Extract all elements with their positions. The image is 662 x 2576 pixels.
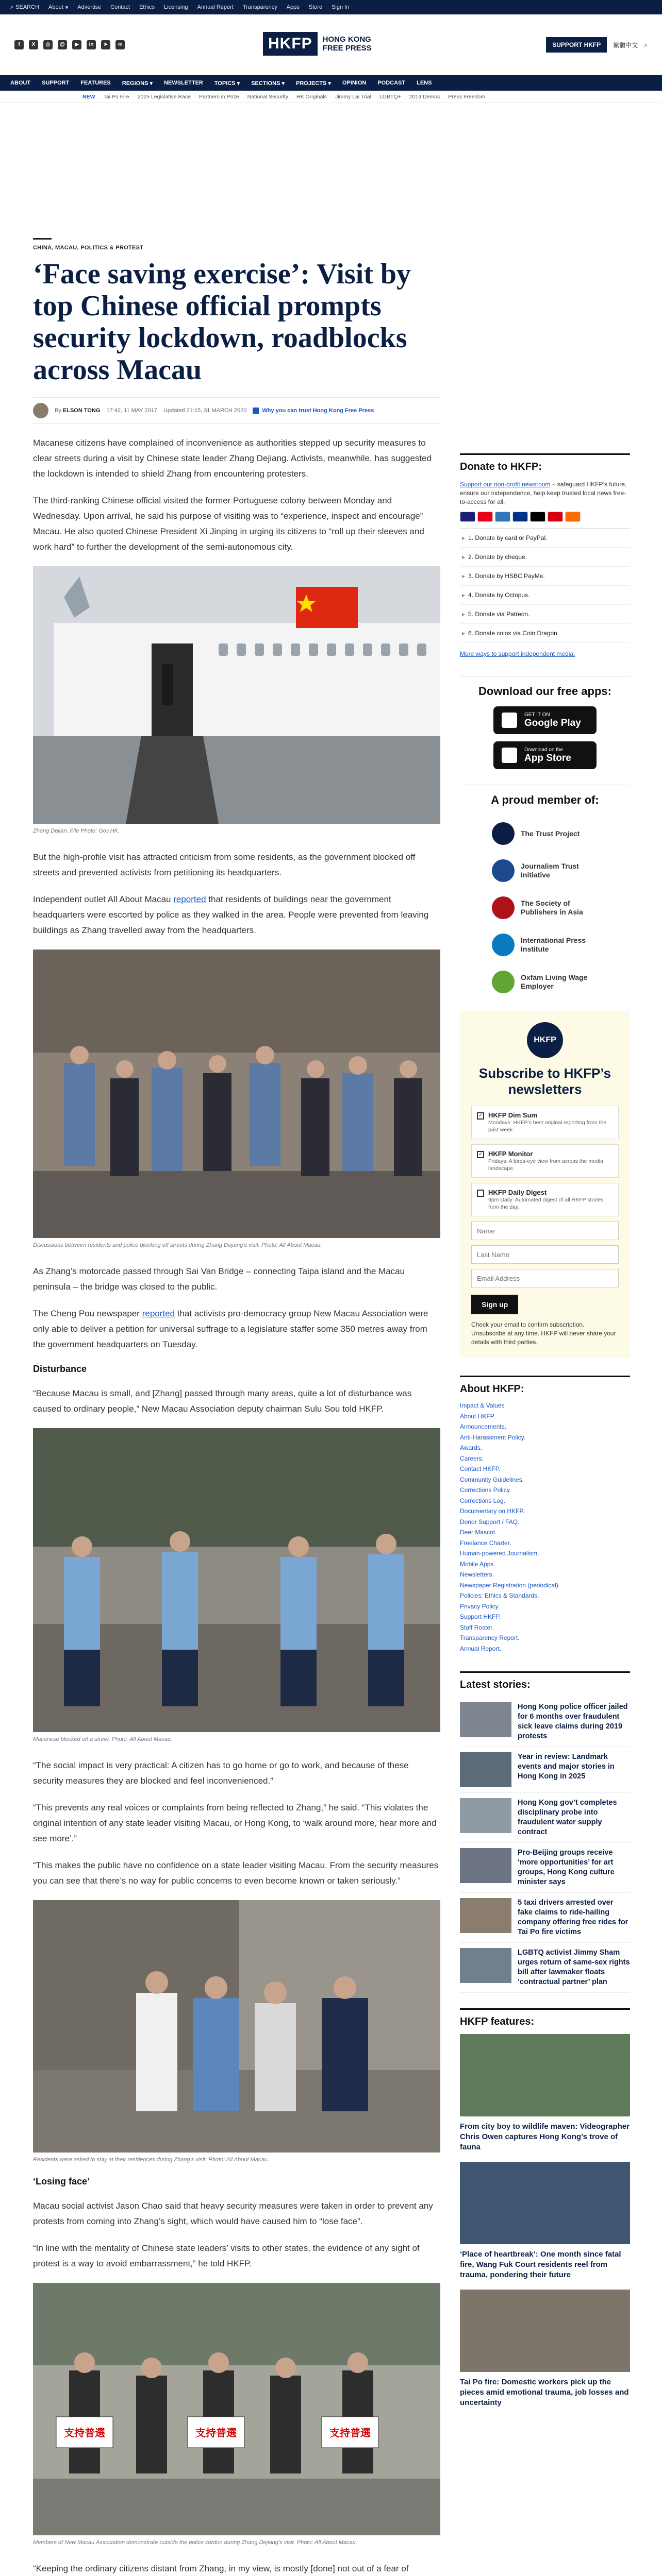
member-heading: A proud member of: <box>460 785 630 807</box>
paragraph: The Cheng Pou newspaper reported that activists pro-democracy group New Macau Association were only able to deliver a petition for universal suffrage to a legislature staffer some 350 metres away from the government headquarters on Tuesday. <box>33 1309 428 1349</box>
language-switch[interactable]: 繁體中文 <box>613 41 638 49</box>
trending-link[interactable]: 2025 Legislative Race <box>137 93 191 100</box>
visa-icon <box>460 512 475 522</box>
nav-topics[interactable]: TOPICS ▾ <box>214 80 240 87</box>
main-nav <box>0 75 662 91</box>
figure <box>33 1900 440 2167</box>
apple-pay-icon <box>530 512 545 522</box>
story-thumbnail <box>460 1702 511 1737</box>
trending-link[interactable]: National Security <box>247 93 289 100</box>
feature-card[interactable]: Tai Po fire: Domestic workers pick up the pieces amid emotional trauma, job losses and uncertainty <box>460 2290 630 2408</box>
figure-caption: Members of New Macau Association demonstrate outside the police cordon during Zhang Dejiang’s visit. Photo: All About Macau. <box>33 2539 357 2546</box>
protest-sign-text: 支持普選 <box>329 2427 371 2439</box>
paragraph: The third-ranking Chinese official visited the former Portuguese colony between Monday and Wednesday. Upon arrival, he said his purpose of visiting was to “experience, inspect and encourage” Macau. He also quoted Chinese President Xi Jinping in urging its citizens to “roll up their sleeves and work hard” to further the development of the semi-autonomous city. <box>33 496 424 552</box>
utility-link-transparency[interactable]: Transparency <box>242 4 277 10</box>
utility-link-about[interactable]: About ▾ <box>48 4 69 11</box>
masthead <box>0 14 662 75</box>
last-name-field[interactable] <box>471 1245 619 1264</box>
about-link[interactable]: Awards. <box>460 1444 483 1451</box>
about-link[interactable]: Donor Support / FAQ. <box>460 1518 520 1526</box>
feature-image <box>460 2290 630 2372</box>
utility-link-annual-report[interactable]: Annual Report <box>197 4 234 10</box>
trending-bar <box>0 91 662 103</box>
member-logo[interactable]: Journalism Trust Initiative <box>460 852 630 889</box>
trust-project-icon <box>492 822 515 845</box>
about-link[interactable]: About HKFP. <box>460 1412 495 1420</box>
photo-blocked-street <box>33 1428 440 1732</box>
search-icon: ⌕ <box>10 4 14 10</box>
donate-option[interactable]: ▸ 5. Donate via Patreon. <box>460 605 630 624</box>
airplane-illustration <box>33 566 440 824</box>
hkfp-badge: HKFP <box>527 1022 563 1058</box>
article <box>33 238 440 2576</box>
reported-link[interactable]: reported <box>173 894 206 904</box>
about-link[interactable]: Careers. <box>460 1454 484 1462</box>
nav-opinion[interactable]: OPINION <box>342 80 367 86</box>
story-thumbnail <box>460 1948 511 1983</box>
payment-methods <box>460 512 630 522</box>
donate-option[interactable]: ▸ 1. Donate by card or PayPal. <box>460 529 630 548</box>
story-item[interactable]: LGBTQ activist Jimmy Sham urges return of same-sex rights bill after lawmaker floats ‘contractual partner’ plan <box>460 1943 630 1993</box>
nav-support[interactable]: SUPPORT <box>42 80 70 86</box>
article-body <box>33 435 440 2576</box>
nav-features[interactable]: FEATURES <box>80 80 111 86</box>
app-store-button[interactable]: Download on the App Store <box>493 741 597 769</box>
figure <box>33 2283 440 2550</box>
figure-caption: Macanese blocked off a street. Photo: All About Macau. <box>33 1736 173 1742</box>
street-scene-illustration <box>33 950 440 1238</box>
member-logo[interactable]: The Society of Publishers in Asia <box>460 889 630 926</box>
feature-image <box>460 2034 630 2116</box>
feature-image <box>460 2162 630 2244</box>
photo-zhang-dejiang <box>33 566 440 824</box>
about-link[interactable]: Contact HKFP. <box>460 1465 501 1472</box>
trending-link[interactable]: HK Originals <box>296 93 327 100</box>
search-toggle[interactable]: ⌕ SEARCH <box>10 4 40 10</box>
paragraph: “Because Macau is small, and [Zhang] passed through many areas, quite a lot of disturbance was caused to ordinary people,” New Macau Association deputy chairman Sulu Sou told HKFP. <box>33 1388 412 1414</box>
newsletter-widget <box>460 1011 630 1358</box>
about-link[interactable]: Freelance Charter. <box>460 1539 511 1547</box>
newsletter-note: Check your email to confirm subscription. Unsubscribe at any time. HKFP will never share your details with third parties. <box>471 1321 616 1346</box>
member-logo[interactable]: The Trust Project <box>460 815 630 852</box>
social-links <box>14 40 125 49</box>
article-category[interactable]: CHINA, MACAU, POLITICS & PROTEST <box>33 238 52 251</box>
member-logo[interactable]: Oxfam Living Wage Employer <box>460 963 630 1001</box>
member-widget <box>460 785 630 1001</box>
protest-sign-text: 支持普選 <box>195 2427 237 2439</box>
paragraph: Independent outlet All About Macau reported that residents of buildings near the government headquarters were escorted by police as they walked in the area. People were prevented from leaving buildings as Zhang travelled away from the headquarters. <box>33 894 429 935</box>
utility-bar <box>0 0 662 14</box>
about-link[interactable]: Human-powered Journalism. <box>460 1550 539 1557</box>
x-icon[interactable]: X <box>29 40 38 49</box>
feature-card[interactable]: ‘Place of heartbreak’: One month since fatal fire, Wang Fuk Court residents reel from trauma, pondering their future <box>460 2162 630 2280</box>
youtube-icon[interactable]: ▶ <box>72 40 81 49</box>
donate-heading: Donate to HKFP: <box>460 453 630 473</box>
threads-icon[interactable]: @ <box>58 40 67 49</box>
about-link[interactable]: Privacy Policy. <box>460 1602 500 1610</box>
nav-podcast[interactable]: PODCAST <box>377 80 406 86</box>
residents-illustration <box>33 1900 440 2153</box>
about-heading: About HKFP: <box>460 1376 630 1395</box>
nav-sections[interactable]: SECTIONS ▾ <box>251 80 285 87</box>
more-ways-link[interactable]: More ways to support independent media. <box>460 650 575 657</box>
nav-newsletter[interactable]: NEWSLETTER <box>164 80 203 86</box>
paragraph: “This makes the public have no confidence on a state leader visiting Macau. From the security measures you can see that there’s no way for public concerns to even become known or taken seriously.” <box>33 1860 439 1886</box>
about-link[interactable]: Deer Mascot. <box>460 1529 497 1536</box>
newsletter-option[interactable]: ✓ HKFP Monitor Fridays: A birds-eye view from across the media landscape. <box>471 1144 619 1178</box>
story-thumbnail <box>460 1848 511 1883</box>
figure <box>33 1428 440 1747</box>
about-link[interactable]: Announcements. <box>460 1423 507 1430</box>
figure-caption: Discussions between residents and police blocking off streets during Zhang Dejiang’s visit. Photo: All About Macau. <box>33 1242 322 1248</box>
checkbox-checked[interactable]: ✓ <box>477 1112 484 1120</box>
features-widget <box>460 2008 630 2408</box>
apps-widget <box>460 676 630 769</box>
apple-icon <box>502 748 517 763</box>
about-link[interactable]: Newsletters. <box>460 1571 494 1578</box>
facebook-icon[interactable]: f <box>14 40 24 49</box>
search-icon[interactable]: ⌕ <box>644 41 648 48</box>
story-item[interactable]: Pro-Beijing groups receive ‘more opportunities’ for art groups, Hong Kong culture minister says <box>460 1843 630 1893</box>
donate-option[interactable]: ▸ 2. Donate by cheque. <box>460 548 630 567</box>
apps-heading: Download our free apps: <box>460 676 630 698</box>
about-link[interactable]: Policies: Ethics & Standards. <box>460 1592 539 1599</box>
utility-link-ethics[interactable]: Ethics <box>139 4 155 10</box>
protest-sign-text: 支持普選 <box>64 2427 105 2439</box>
reported-link[interactable]: reported <box>142 1309 175 1318</box>
oxfam-icon <box>492 971 515 993</box>
utility-link-advertise[interactable]: Advertise <box>77 4 102 10</box>
story-item[interactable]: Hong Kong police officer jailed for 6 months over fraudulent sick leave claims during 2019 protests <box>460 1697 630 1747</box>
paragraph: “The social impact is very practical: A citizen has to go home or go to work, and because of these security measures they are blocked and feel inconvenienced.” <box>33 1760 409 1786</box>
figure-caption: Residents were asked to stay at their residences during Zhang’s visit. Photo: All About Macau. <box>33 2157 269 2163</box>
updated-date: Updated 21:15, 31 MARCH 2020 <box>163 408 247 414</box>
about-link[interactable]: Documentary on HKFP. <box>460 1507 525 1515</box>
paragraph: “In line with the mentality of Chinese state leaders’ visits to other states, the evidence of any sight of protest is a way to avoid embarrassment,” he told HKFP. <box>33 2243 420 2268</box>
utility-link-sign-in[interactable]: Sign In <box>332 4 350 10</box>
about-link[interactable]: Support HKFP. <box>460 1613 501 1620</box>
newsletter-option[interactable]: HKFP Daily Digest 9pm Daily: Automated digest of all HKFP stories from the day. <box>471 1183 619 1216</box>
latest-heading: Latest stories: <box>460 1671 630 1691</box>
about-link[interactable]: Annual Report. <box>460 1645 502 1652</box>
story-thumbnail <box>460 1898 511 1933</box>
paypal-icon <box>512 512 528 522</box>
blocked-street-illustration <box>33 1428 440 1732</box>
support-hkfp-button[interactable]: SUPPORT HKFP <box>546 37 607 53</box>
sopa-icon <box>492 896 515 919</box>
author-link[interactable]: ELSON TONG <box>62 408 101 414</box>
checkmark-icon <box>253 408 259 414</box>
donate-option[interactable]: ▸ 3. Donate by HSBC PayMe. <box>460 567 630 586</box>
article-title: ‘Face saving exercise’: Visit by top Chinese official prompts security lockdown, roadblocks across Macau <box>33 258 411 386</box>
google-play-button[interactable]: GET IT ON Google Play <box>493 706 597 734</box>
newsletter-option[interactable]: ✓ HKFP Dim Sum Mondays: HKFP’s best original reporting from the past week. <box>471 1106 619 1139</box>
octopus-icon <box>565 512 581 522</box>
trust-link[interactable]: Why you can trust Hong Kong Free Press <box>253 408 374 414</box>
utility-link-contact[interactable]: Contact <box>110 4 130 10</box>
features-heading: HKFP features: <box>460 2008 630 2028</box>
payme-icon <box>548 512 563 522</box>
donate-widget: Donate to HKFP: Support our non-profit newsroom – safeguard HKFP’s future, ensure our independence, help keep trusted local news free-to-access for all. ▸ 1. Donate by card or PayPal. ▸ 2. Donate by cheque. ▸ 3. Donate by HSBC PayMe. ▸ 4. Donate by Octopus. ▸ 5. Donate via Patreon. ▸ 6. Donate coins via Coin Dragon. More ways to support independent media. <box>460 453 630 657</box>
section-heading: ‘Losing face’ <box>33 2176 90 2187</box>
trending-link[interactable]: Partners in Prize <box>199 93 239 100</box>
name-field[interactable] <box>471 1222 619 1240</box>
photo-residents <box>33 1900 440 2153</box>
latest-stories-widget <box>460 1671 630 1993</box>
utility-link-store[interactable]: Store <box>308 4 323 10</box>
newsletter-heading: Subscribe to HKFP’s newsletters <box>478 1065 611 1097</box>
amex-icon <box>495 512 510 522</box>
paragraph: Macanese citizens have complained of inconvenience as authorities stepped up security measures to clear streets during a visit by Chinese state leader Zhang Dejiang. Activists, meanwhile, has suggested the lockdown is intended to shield Zhang from encountering protesters. <box>33 438 432 479</box>
about-link[interactable]: Newspaper Registration (periodical). <box>460 1581 560 1589</box>
site-logo[interactable]: HKFP HONG KONG FREE PRESS <box>263 32 372 56</box>
support-newsroom-link[interactable]: Support our non-profit newsroom <box>460 481 551 488</box>
donate-option[interactable]: ▸ 4. Donate by Octopus. <box>460 586 630 605</box>
nav-about[interactable]: ABOUT <box>10 80 31 86</box>
story-thumbnail <box>460 1798 511 1833</box>
story-item[interactable]: Year in review: Landmark events and major stories in Hong Kong in 2025 <box>460 1747 630 1793</box>
author-avatar <box>33 403 48 418</box>
about-link[interactable]: Corrections Policy. <box>460 1486 511 1494</box>
section-heading: Disturbance <box>33 1364 87 1374</box>
story-item[interactable]: Hong Kong gov’t completes disciplinary probe into fraudulent water supply contract <box>460 1793 630 1843</box>
byline: By ELSON TONG 17:42, 11 MAY 2017 Updated 21:15, 31 MARCH 2020 Why you can trust Hong Kong Free Press <box>33 397 440 424</box>
nav-regions[interactable]: REGIONS ▾ <box>122 80 153 87</box>
demonstration-illustration <box>33 2283 440 2535</box>
about-link[interactable]: Anti-Harassment Policy. <box>460 1433 526 1441</box>
ipi-icon <box>492 934 515 956</box>
feature-card[interactable]: From city boy to wildlife maven: Videographer Chris Owen captures Hong Kong’s trove of fauna <box>460 2034 630 2153</box>
trending-link[interactable]: Jimmy Lai Trial <box>335 93 371 100</box>
trending-link[interactable]: 2019 Demos <box>409 93 440 100</box>
paragraph: Macau social activist Jason Chao said that heavy security measures were taken in order to prevent any protests from coming into Zhang’s sight, which would have caused him to “lose face”. <box>33 2201 433 2226</box>
utility-link-licensing[interactable]: Licensing <box>164 4 188 10</box>
email-field[interactable] <box>471 1269 619 1287</box>
figure <box>33 950 440 1252</box>
checkbox-unchecked[interactable] <box>477 1190 484 1197</box>
about-link[interactable]: Transparency Report. <box>460 1634 520 1641</box>
nav-lens[interactable]: LENS <box>417 80 432 86</box>
google-play-icon <box>502 713 517 728</box>
sidebar <box>460 453 630 2417</box>
instagram-icon[interactable]: ◎ <box>43 40 53 49</box>
about-link[interactable]: Corrections Log. <box>460 1497 506 1504</box>
trending-link[interactable]: Press Freedom <box>448 93 486 100</box>
about-link[interactable]: Mobile Apps. <box>460 1560 495 1568</box>
paragraph: “Keeping the ordinary citizens distant from Zhang, in my view, is mostly [done] not out of a fear of <box>33 2564 409 2573</box>
sign-up-button[interactable]: Sign up <box>471 1295 518 1314</box>
checkbox-checked[interactable]: ✓ <box>477 1151 484 1158</box>
about-links <box>460 1400 630 1654</box>
photo-street-discussion <box>33 950 440 1238</box>
figure-caption: Zhang Dejian. File Photo: Gov.HK. <box>33 828 120 834</box>
publish-date: 17:42, 11 MAY 2017 <box>106 408 157 414</box>
mastercard-icon <box>477 512 493 522</box>
about-link[interactable]: Staff Roster. <box>460 1623 494 1631</box>
paragraph: As Zhang’s motorcade passed through Sai Van Bridge – connecting Taipa island and the Macau peninsula – the bridge was closed to the public. <box>33 1266 405 1292</box>
new-badge: NEW <box>82 93 95 100</box>
member-logo[interactable]: International Press Institute <box>460 926 630 963</box>
about-link[interactable]: Community Guidelines. <box>460 1476 524 1483</box>
about-link[interactable]: Impact & Values <box>460 1402 505 1409</box>
about-widget <box>460 1376 630 1654</box>
trending-link[interactable]: Tai Po Fire <box>103 93 129 100</box>
chevron-down-icon: ▾ <box>65 4 69 11</box>
jti-icon <box>492 859 515 882</box>
linkedin-icon[interactable]: in <box>87 40 96 49</box>
story-item[interactable]: 5 taxi drivers arrested over fake claims to ride-hailing company offering free rides for Tai Po fire victims <box>460 1893 630 1943</box>
donate-options <box>460 528 630 643</box>
paragraph: But the high-profile visit has attracted criticism from some residents, as the government blocked off streets and prevented activists from petitioning its headquarters. <box>33 852 416 877</box>
rss-icon[interactable]: ≋ <box>115 40 125 49</box>
donate-option[interactable]: ▸ 6. Donate coins via Coin Dragon. <box>460 624 630 643</box>
trending-link[interactable]: LGBTQ+ <box>379 93 401 100</box>
utility-link-apps[interactable]: Apps <box>286 4 300 10</box>
photo-demonstration <box>33 2283 440 2535</box>
paragraph: “This prevents any real voices or complaints from being reflected to Zhang,” he said. “This violates the original intention of any state leader visiting Macau, or Hong Kong, to ‘walk around more, hear more and see more’.” <box>33 1803 437 1843</box>
nav-projects[interactable]: PROJECTS ▾ <box>296 80 331 87</box>
figure <box>33 566 440 838</box>
story-thumbnail <box>460 1752 511 1787</box>
telegram-icon[interactable]: ➤ <box>101 40 110 49</box>
